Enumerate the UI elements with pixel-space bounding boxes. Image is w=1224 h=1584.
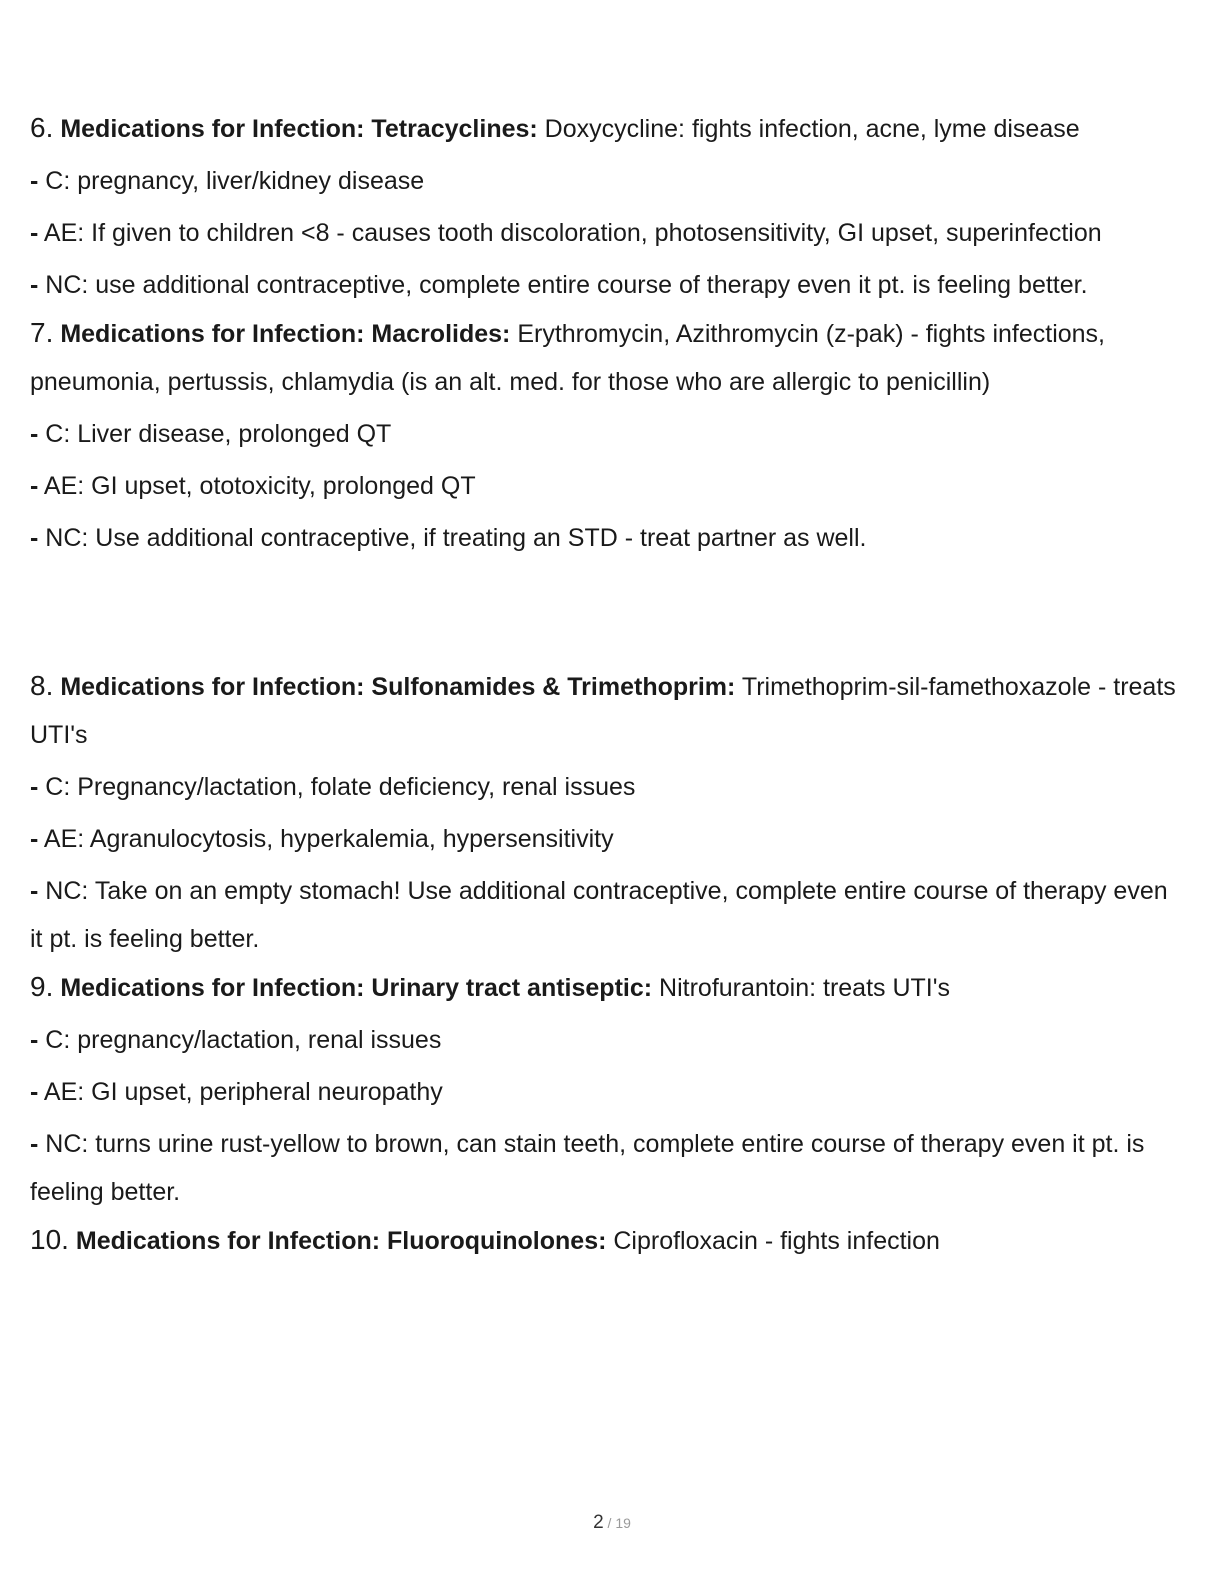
section-text: Nitrofurantoin: treats UTI's xyxy=(659,974,951,1002)
document-page xyxy=(30,104,1180,1265)
section-7-heading xyxy=(30,309,1180,406)
section-number: 6. xyxy=(30,112,54,143)
page-indicator xyxy=(0,1512,1224,1534)
list-item: - NC: Use additional contraceptive, if treating an STD - treat partner as well. xyxy=(30,524,867,552)
section-title: Medications for Infection: Fluoroquinolones: xyxy=(75,1227,607,1255)
list-item: - AE: Agranulocytosis, hyperkalemia, hypersensitivity xyxy=(30,825,614,853)
list-item: - AE: GI upset, ototoxicity, prolonged QT xyxy=(30,472,476,500)
section-number: 9. xyxy=(30,971,54,1002)
section-6-heading xyxy=(30,104,1180,153)
section-text: Ciprofloxacin - fights infection xyxy=(613,1227,940,1255)
page-separator: / xyxy=(607,1515,612,1531)
section-title: Medications for Infection: Sulfonamides & Trimethoprim: xyxy=(60,673,736,701)
section-9-heading xyxy=(30,963,1180,1012)
section-title: Medications for Infection: Tetracyclines: xyxy=(60,115,538,143)
section-number: 8. xyxy=(30,670,54,701)
list-item: - AE: GI upset, peripheral neuropathy xyxy=(30,1078,443,1106)
current-page-number: 2 xyxy=(593,1512,604,1533)
section-text: Erythromycin, Azithromycin (z-pak) - fights infections, pneumonia, pertussis, chlamydia (is an alt. med. for those who are allergic to penicillin) xyxy=(30,320,1105,396)
list-item: - AE: If given to children <8 - causes tooth discoloration, photosensitivity, GI upset, superinfection xyxy=(30,219,1102,247)
section-title: Medications for Infection: Macrolides: xyxy=(60,320,511,348)
total-pages: 19 xyxy=(615,1515,631,1531)
list-item: - C: Liver disease, prolonged QT xyxy=(30,420,392,448)
section-title: Medications for Infection: Urinary tract antiseptic: xyxy=(60,974,653,1002)
section-10-heading xyxy=(30,1216,1180,1265)
section-8-heading xyxy=(30,662,1180,759)
list-item: - C: pregnancy/lactation, renal issues xyxy=(30,1026,442,1054)
list-item: - C: Pregnancy/lactation, folate deficiency, renal issues xyxy=(30,773,636,801)
section-text: Trimethoprim-sil-famethoxazole - treats UTI's xyxy=(30,673,1176,749)
list-item: - C: pregnancy, liver/kidney disease xyxy=(30,167,425,195)
list-item: - NC: use additional contraceptive, complete entire course of therapy even it pt. is feeling better. xyxy=(30,271,1088,299)
list-item: - NC: turns urine rust-yellow to brown, can stain teeth, complete entire course of therapy even it pt. is feeling better. xyxy=(30,1130,1145,1206)
list-item: - NC: Take on an empty stomach! Use additional contraceptive, complete entire course of therapy even it pt. is feeling better. xyxy=(30,877,1168,953)
section-number: 7. xyxy=(30,317,54,348)
spacer xyxy=(30,562,1180,662)
section-number: 10. xyxy=(30,1224,69,1255)
section-text: Doxycycline: fights infection, acne, lyme disease xyxy=(544,115,1080,143)
